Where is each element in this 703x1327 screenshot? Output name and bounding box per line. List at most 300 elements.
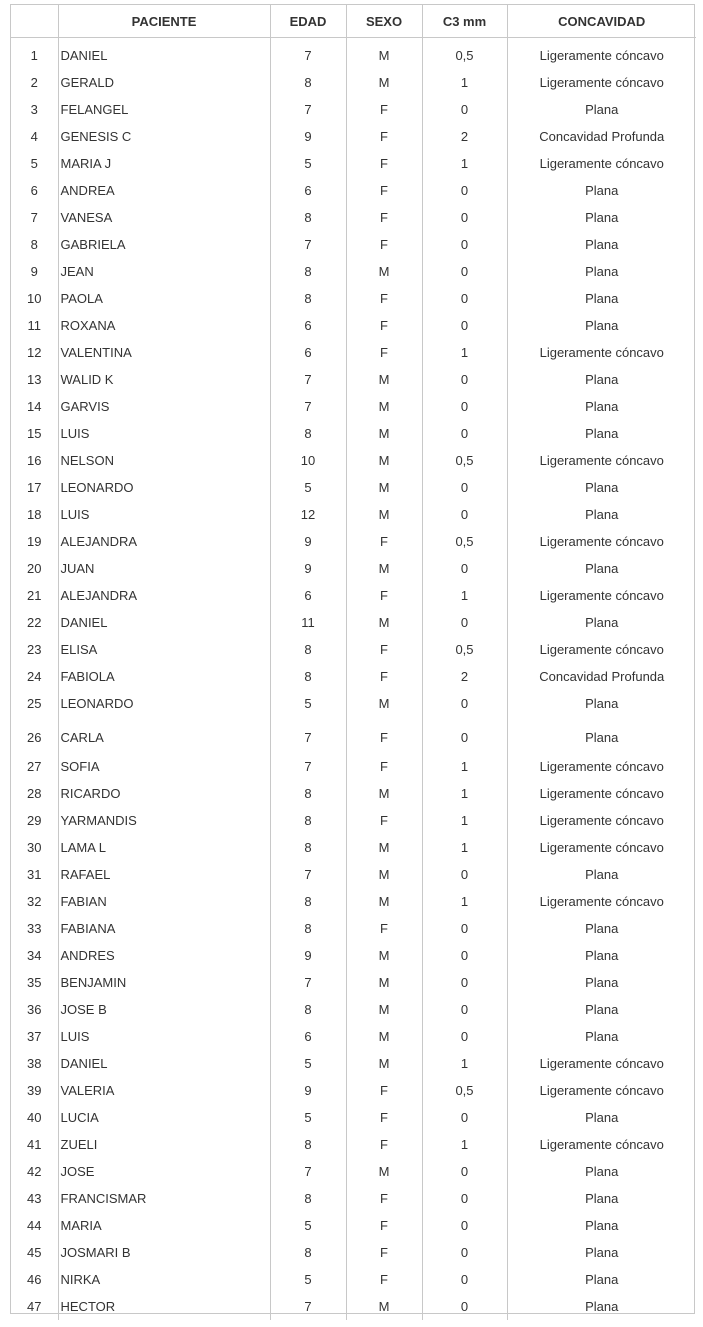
patient-sex: F [346,231,422,258]
table-row [11,942,696,969]
patient-name: ROXANA [58,312,270,339]
c3-mm: 0 [422,366,507,393]
patient-sex: F [346,1239,422,1266]
row-index: 41 [27,1137,42,1152]
patient-name: FABIANA [58,915,270,942]
patient-age: 5 [270,150,346,177]
row-index: 10 [27,291,42,306]
patient-sex: M [346,393,422,420]
row-index: 22 [27,615,42,630]
table-row [11,609,696,636]
patient-name: DANIEL [58,38,270,70]
row-index: 32 [27,894,42,909]
patient-sex: M [346,1158,422,1185]
row-index: 6 [30,183,38,198]
concavity: Plana [507,501,696,528]
table-row [11,834,696,861]
table-row [11,753,696,780]
patient-sex: F [346,204,422,231]
table-row [11,69,696,96]
patient-sex: M [346,69,422,96]
patient-name: JEAN [58,258,270,285]
patient-name: RICARDO [58,780,270,807]
row-index: 44 [27,1218,42,1233]
patient-age: 6 [270,177,346,204]
patient-age: 7 [270,96,346,123]
patient-age: 8 [270,1131,346,1158]
c3-mm: 1 [422,1131,507,1158]
concavity: Plana [507,231,696,258]
patient-name: LUIS [58,501,270,528]
row-index: 20 [27,561,42,576]
concavity: Concavidad Profunda [507,123,696,150]
table-row [11,807,696,834]
patient-age: 12 [270,501,346,528]
concavity: Plana [507,555,696,582]
row-index: 39 [27,1083,42,1098]
patient-age: 8 [270,636,346,663]
patient-age: 8 [270,204,346,231]
row-index: 31 [27,867,42,882]
table-row [11,177,696,204]
patient-age: 7 [270,1158,346,1185]
patient-sex: M [346,609,422,636]
row-index: 2 [30,75,38,90]
patient-name: GARVIS [58,393,270,420]
patient-name: FRANCISMAR [58,1185,270,1212]
patient-name: RAFAEL [58,861,270,888]
patient-name: FELANGEL [58,96,270,123]
concavity: Plana [507,969,696,996]
patient-age: 8 [270,1185,346,1212]
table-row [11,1104,696,1131]
row-index: 38 [27,1056,42,1071]
patient-sex: F [346,582,422,609]
patient-age: 9 [270,528,346,555]
patient-name: NIRKA [58,1266,270,1293]
patient-age: 6 [270,582,346,609]
patient-name: MARIA [58,1212,270,1239]
table-row [11,366,696,393]
row-index: 19 [27,534,42,549]
patient-name: VALERIA [58,1077,270,1104]
c3-mm: 2 [422,663,507,690]
row-index: 8 [30,237,38,252]
row-index: 26 [27,729,42,745]
table-row [11,780,696,807]
c3-mm: 0 [422,474,507,501]
concavity: Plana [507,96,696,123]
table-row [11,888,696,915]
patient-age: 8 [270,834,346,861]
concavity: Plana [507,1185,696,1212]
patient-table [11,5,696,1320]
patient-name: GENESIS C [58,123,270,150]
patient-age: 11 [270,609,346,636]
c3-mm: 0 [422,501,507,528]
row-index: 21 [27,588,42,603]
patient-age: 6 [270,339,346,366]
table-row [11,204,696,231]
table-row [11,1212,696,1239]
table-row [11,420,696,447]
patient-age: 8 [270,420,346,447]
table-row [11,1266,696,1293]
table-row [11,96,696,123]
patient-name: GABRIELA [58,231,270,258]
concavity: Ligeramente cóncavo [507,834,696,861]
table-row [11,38,696,70]
patient-name: FABIOLA [58,663,270,690]
patient-sex: M [346,996,422,1023]
patient-sex: F [346,1104,422,1131]
concavity: Plana [507,312,696,339]
row-index: 24 [27,669,42,684]
table-body [11,38,696,1321]
patient-sex: M [346,1050,422,1077]
patient-age: 6 [270,312,346,339]
patient-sex: M [346,501,422,528]
patient-sex: F [346,1077,422,1104]
patient-sex: M [346,447,422,474]
patient-age: 7 [270,231,346,258]
patient-sex: F [346,1212,422,1239]
patient-name: JOSE B [58,996,270,1023]
c3-mm: 0 [422,1185,507,1212]
c3-mm: 0 [422,1023,507,1050]
row-index: 17 [27,480,42,495]
patient-name: YARMANDIS [58,807,270,834]
patient-age: 6 [270,1023,346,1050]
patient-name: HECTOR [58,1293,270,1320]
patient-age: 8 [270,1239,346,1266]
table-row [11,717,696,753]
table-header-row [11,5,696,38]
patient-age: 8 [270,915,346,942]
concavity: Ligeramente cóncavo [507,636,696,663]
patient-sex: F [346,717,422,753]
c3-mm: 0 [422,690,507,717]
concavity: Plana [507,420,696,447]
row-index: 1 [30,48,38,63]
c3-mm: 1 [422,834,507,861]
patient-age: 8 [270,69,346,96]
patient-sex: M [346,38,422,70]
concavity: Ligeramente cóncavo [507,528,696,555]
patient-sex: M [346,780,422,807]
patient-name: DANIEL [58,1050,270,1077]
c3-mm: 0 [422,285,507,312]
concavity: Ligeramente cóncavo [507,1131,696,1158]
concavity: Ligeramente cóncavo [507,888,696,915]
concavity: Plana [507,1023,696,1050]
patient-name: ELISA [58,636,270,663]
row-index: 25 [27,696,42,711]
c3-mm: 0 [422,1266,507,1293]
patient-name: LEONARDO [58,474,270,501]
concavity: Ligeramente cóncavo [507,582,696,609]
patient-sex: F [346,1266,422,1293]
table-row [11,339,696,366]
patient-sex: M [346,861,422,888]
c3-mm: 0,5 [422,447,507,474]
patient-age: 7 [270,366,346,393]
table-row [11,1131,696,1158]
table-row [11,285,696,312]
c3-mm: 0 [422,312,507,339]
c3-mm: 0 [422,1104,507,1131]
concavity: Plana [507,609,696,636]
patient-sex: M [346,420,422,447]
c3-mm: 0 [422,96,507,123]
patient-age: 10 [270,447,346,474]
patient-sex: M [346,1293,422,1320]
concavity: Ligeramente cóncavo [507,339,696,366]
patient-sex: F [346,177,422,204]
patient-table-container [10,4,695,1314]
header-edad: EDAD [270,5,346,38]
c3-mm: 0 [422,1212,507,1239]
patient-sex: M [346,555,422,582]
concavity: Plana [507,690,696,717]
patient-sex: F [346,528,422,555]
c3-mm: 1 [422,807,507,834]
concavity: Plana [507,942,696,969]
patient-name: LUIS [58,420,270,447]
table-row [11,690,696,717]
patient-sex: M [346,474,422,501]
patient-name: GERALD [58,69,270,96]
table-row [11,1077,696,1104]
patient-name: PAOLA [58,285,270,312]
concavity: Plana [507,717,696,753]
patient-sex: M [346,258,422,285]
header-concavidad: CONCAVIDAD [507,5,696,38]
c3-mm: 0,5 [422,528,507,555]
patient-name: LUIS [58,1023,270,1050]
concavity: Ligeramente cóncavo [507,69,696,96]
patient-age: 5 [270,474,346,501]
patient-sex: M [346,888,422,915]
concavity: Plana [507,1158,696,1185]
patient-age: 8 [270,807,346,834]
patient-name: ALEJANDRA [58,582,270,609]
patient-sex: M [346,1023,422,1050]
patient-name: BENJAMIN [58,969,270,996]
patient-sex: F [346,636,422,663]
concavity: Ligeramente cóncavo [507,1050,696,1077]
patient-age: 7 [270,717,346,753]
patient-name: JOSE [58,1158,270,1185]
c3-mm: 0 [422,861,507,888]
row-index: 40 [27,1110,42,1125]
concavity: Ligeramente cóncavo [507,150,696,177]
c3-mm: 0 [422,1293,507,1320]
c3-mm: 1 [422,1050,507,1077]
patient-name: SOFIA [58,753,270,780]
patient-age: 8 [270,663,346,690]
table-row [11,150,696,177]
concavity: Concavidad Profunda [507,663,696,690]
c3-mm: 0,5 [422,636,507,663]
concavity: Ligeramente cóncavo [507,807,696,834]
patient-age: 8 [270,996,346,1023]
patient-age: 7 [270,393,346,420]
concavity: Plana [507,915,696,942]
c3-mm: 0 [422,231,507,258]
row-index: 4 [30,129,38,144]
concavity: Ligeramente cóncavo [507,447,696,474]
row-index: 13 [27,372,42,387]
table-row [11,1050,696,1077]
c3-mm: 2 [422,123,507,150]
patient-age: 7 [270,1293,346,1320]
patient-age: 8 [270,285,346,312]
concavity: Plana [507,861,696,888]
row-index: 5 [30,156,38,171]
concavity: Plana [507,1104,696,1131]
patient-name: JUAN [58,555,270,582]
table-row [11,447,696,474]
patient-name: VALENTINA [58,339,270,366]
row-index: 3 [30,102,38,117]
row-index: 47 [27,1299,42,1314]
row-index: 42 [27,1164,42,1179]
concavity: Ligeramente cóncavo [507,38,696,70]
patient-age: 7 [270,753,346,780]
patient-sex: F [346,915,422,942]
row-index: 16 [27,453,42,468]
patient-age: 5 [270,690,346,717]
patient-name: JOSMARI B [58,1239,270,1266]
c3-mm: 0 [422,996,507,1023]
c3-mm: 0 [422,969,507,996]
table-row [11,258,696,285]
concavity: Plana [507,393,696,420]
patient-sex: F [346,1131,422,1158]
row-index: 23 [27,642,42,657]
table-row [11,1185,696,1212]
table-row [11,861,696,888]
table-row [11,969,696,996]
concavity: Ligeramente cóncavo [507,1077,696,1104]
table-row [11,1293,696,1320]
patient-age: 8 [270,258,346,285]
table-row [11,528,696,555]
concavity: Plana [507,258,696,285]
row-index: 15 [27,426,42,441]
patient-age: 7 [270,861,346,888]
row-index: 35 [27,975,42,990]
patient-age: 5 [270,1266,346,1293]
patient-sex: F [346,807,422,834]
patient-age: 9 [270,942,346,969]
table-row [11,636,696,663]
patient-sex: F [346,663,422,690]
concavity: Plana [507,285,696,312]
patient-age: 9 [270,1077,346,1104]
patient-name: NELSON [58,447,270,474]
patient-sex: M [346,942,422,969]
concavity: Plana [507,177,696,204]
patient-sex: F [346,123,422,150]
row-index: 18 [27,507,42,522]
row-index: 36 [27,1002,42,1017]
concavity: Plana [507,366,696,393]
c3-mm: 1 [422,69,507,96]
row-index: 37 [27,1029,42,1044]
table-row [11,393,696,420]
concavity: Plana [507,1266,696,1293]
patient-sex: F [346,150,422,177]
patient-age: 9 [270,123,346,150]
patient-name: VANESA [58,204,270,231]
row-index: 28 [27,786,42,801]
c3-mm: 1 [422,150,507,177]
patient-name: ANDREA [58,177,270,204]
c3-mm: 0 [422,555,507,582]
c3-mm: 0 [422,258,507,285]
c3-mm: 0 [422,1239,507,1266]
row-index: 27 [27,759,42,774]
row-index: 14 [27,399,42,414]
concavity: Ligeramente cóncavo [507,753,696,780]
patient-age: 7 [270,969,346,996]
table-row [11,555,696,582]
patient-age: 5 [270,1212,346,1239]
c3-mm: 0 [422,942,507,969]
patient-name: LUCIA [58,1104,270,1131]
patient-age: 8 [270,780,346,807]
patient-sex: F [346,1185,422,1212]
patient-age: 8 [270,888,346,915]
patient-name: LEONARDO [58,690,270,717]
row-index: 11 [27,318,41,333]
patient-sex: M [346,690,422,717]
c3-mm: 1 [422,888,507,915]
patient-age: 5 [270,1104,346,1131]
c3-mm: 1 [422,753,507,780]
table-row [11,474,696,501]
table-row [11,1239,696,1266]
table-row [11,663,696,690]
patient-name: CARLA [58,717,270,753]
patient-name: LAMA L [58,834,270,861]
concavity: Plana [507,1239,696,1266]
patient-age: 9 [270,555,346,582]
c3-mm: 0,5 [422,38,507,70]
c3-mm: 1 [422,780,507,807]
concavity: Plana [507,474,696,501]
c3-mm: 1 [422,582,507,609]
row-index: 30 [27,840,42,855]
patient-sex: F [346,312,422,339]
row-index: 9 [30,264,38,279]
c3-mm: 0 [422,420,507,447]
patient-sex: M [346,366,422,393]
c3-mm: 0 [422,177,507,204]
table-row [11,996,696,1023]
c3-mm: 0,5 [422,1077,507,1104]
row-index: 43 [27,1191,42,1206]
table-row [11,915,696,942]
table-row [11,1158,696,1185]
patient-name: ANDRES [58,942,270,969]
header-c3mm: C3 mm [422,5,507,38]
patient-age: 7 [270,38,346,70]
row-index: 29 [27,813,42,828]
patient-name: WALID K [58,366,270,393]
